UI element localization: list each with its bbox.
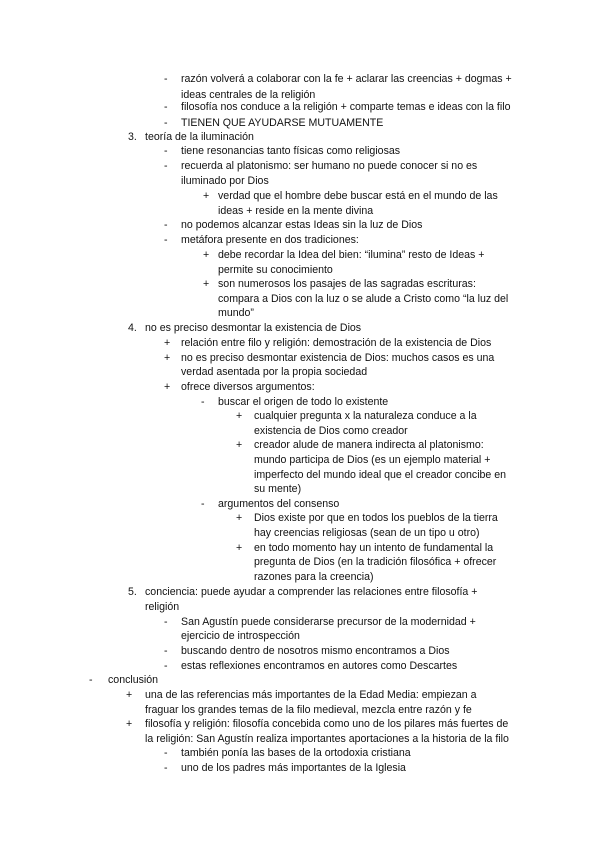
bullet-marker: - [164,219,168,231]
line-text: no es preciso desmontar la existencia de Dios [145,322,362,334]
bullet-marker: - [164,145,168,157]
bullet-marker: - [164,73,168,85]
bullet-marker: - [164,101,168,113]
line-text: su mente) [254,483,302,495]
line-text: razones para la creencia) [254,571,374,583]
list-number: 5. [128,586,137,598]
bullet-marker: + [164,381,171,393]
bullet-marker: + [236,439,243,451]
bullet-marker: + [236,542,243,554]
line-text: debe recordar la Idea del bien: “ilumina” resto de Ideas + [218,249,485,261]
line-text: cualquier pregunta x la naturaleza conduce a la [254,410,477,422]
line-text: metáfora presente en dos tradiciones: [181,234,359,246]
line-text: la religión: San Agustín realiza importantes aportaciones a la historia de la filo [145,733,509,745]
line-text: no podemos alcanzar estas Ideas sin la luz de Dios [181,219,423,231]
bullet-marker: - [201,396,205,408]
line-text: San Agustín puede considerarse precursor de la modernidad + [181,616,476,628]
line-text: buscando dentro de nosotros mismo encontramos a Dios [181,645,450,657]
bullet-marker: - [89,674,93,686]
line-text: ideas + reside en la mente divina [218,205,374,217]
line-text: argumentos del consenso [218,498,340,510]
bullet-marker: + [126,718,133,730]
bullet-marker: + [164,352,171,364]
line-text: tiene resonancias tanto físicas como religiosas [181,145,401,157]
bullet-marker: - [164,160,168,172]
bullet-marker: - [164,616,168,628]
line-text: imperfecto del mundo ideal que el creador concibe en [254,469,507,481]
list-number: 3. [128,131,137,143]
line-text: ideas centrales de la religión [181,89,316,101]
bullet-marker: + [203,278,210,290]
line-text: hay creencias religiosas (sean de un tipo u otro) [254,527,480,539]
line-text: creador alude de manera indirecta al platonismo: [254,439,484,451]
line-text: ofrece diversos argumentos: [181,381,315,393]
line-text: buscar el origen de todo lo existente [218,396,389,408]
line-text: permite su conocimiento [218,264,333,276]
line-text: verdad que el hombre debe buscar está en el mundo de las [218,190,498,202]
line-text: ejercicio de introspección [181,630,300,642]
bullet-marker: + [164,337,171,349]
line-text: conciencia: puede ayudar a comprender las relaciones entre filosofía + [145,586,478,598]
line-text: estas reflexiones encontramos en autores como Descartes [181,660,458,672]
line-text: TIENEN QUE AYUDARSE MUTUAMENTE [181,117,384,129]
line-text: uno de los padres más importantes de la Iglesia [181,762,406,774]
line-text: iluminado por Dios [181,175,269,187]
line-text: no es preciso desmontar existencia de Dios: muchos casos es una [181,352,495,364]
bullet-marker: + [236,410,243,422]
bullet-marker: - [164,747,168,759]
bullet-marker: - [164,660,168,672]
line-text: también ponía las bases de la ortodoxia cristiana [181,747,411,759]
line-text: existencia de Dios como creador [254,425,408,437]
line-text: son numerosos los pasajes de las sagradas escrituras: [218,278,476,290]
line-text: filosofía y religión: filosofía concebida como uno de los pilares más fuertes de [145,718,509,730]
line-text: conclusión [108,674,159,686]
line-text: compara a Dios con la luz o se alude a Cristo como “la luz del [218,293,509,305]
list-number: 4. [128,322,137,334]
bullet-marker: + [203,249,210,261]
line-text: filosofía nos conduce a la religión + comparte temas e ideas con la filo [181,101,511,113]
line-text: religión [145,601,180,613]
bullet-marker: - [164,762,168,774]
line-text: Dios existe por que en todos los pueblos de la tierra [254,512,498,524]
line-text: verdad asentada por la propia sociedad [181,366,368,378]
bullet-marker: - [164,117,168,129]
line-text: mundo” [218,307,254,319]
bullet-marker: - [201,498,205,510]
line-text: mundo participa de Dios (es un ejemplo material + [254,454,491,466]
line-text: fraguar los grandes temas de la filo medieval, mezcla entre razón y fe [145,704,472,716]
bullet-marker: + [126,689,133,701]
line-text: en todo momento hay un intento de fundamental la [254,542,494,554]
line-text: una de las referencias más importantes de la Edad Media: empiezan a [145,689,477,701]
line-text: razón volverá a colaborar con la fe + aclarar las creencias + dogmas + [181,73,512,85]
bullet-marker: + [203,190,210,202]
line-text: pregunta de Dios (en la tradición filosófica + ofrecer [254,556,497,568]
line-text: teoría de la iluminación [145,131,254,143]
bullet-marker: - [164,645,168,657]
bullet-marker: + [236,512,243,524]
line-text: relación entre filo y religión: demostración de la existencia de Dios [181,337,492,349]
bullet-marker: - [164,234,168,246]
line-text: recuerda al platonismo: ser humano no puede conocer si no es [181,160,478,172]
